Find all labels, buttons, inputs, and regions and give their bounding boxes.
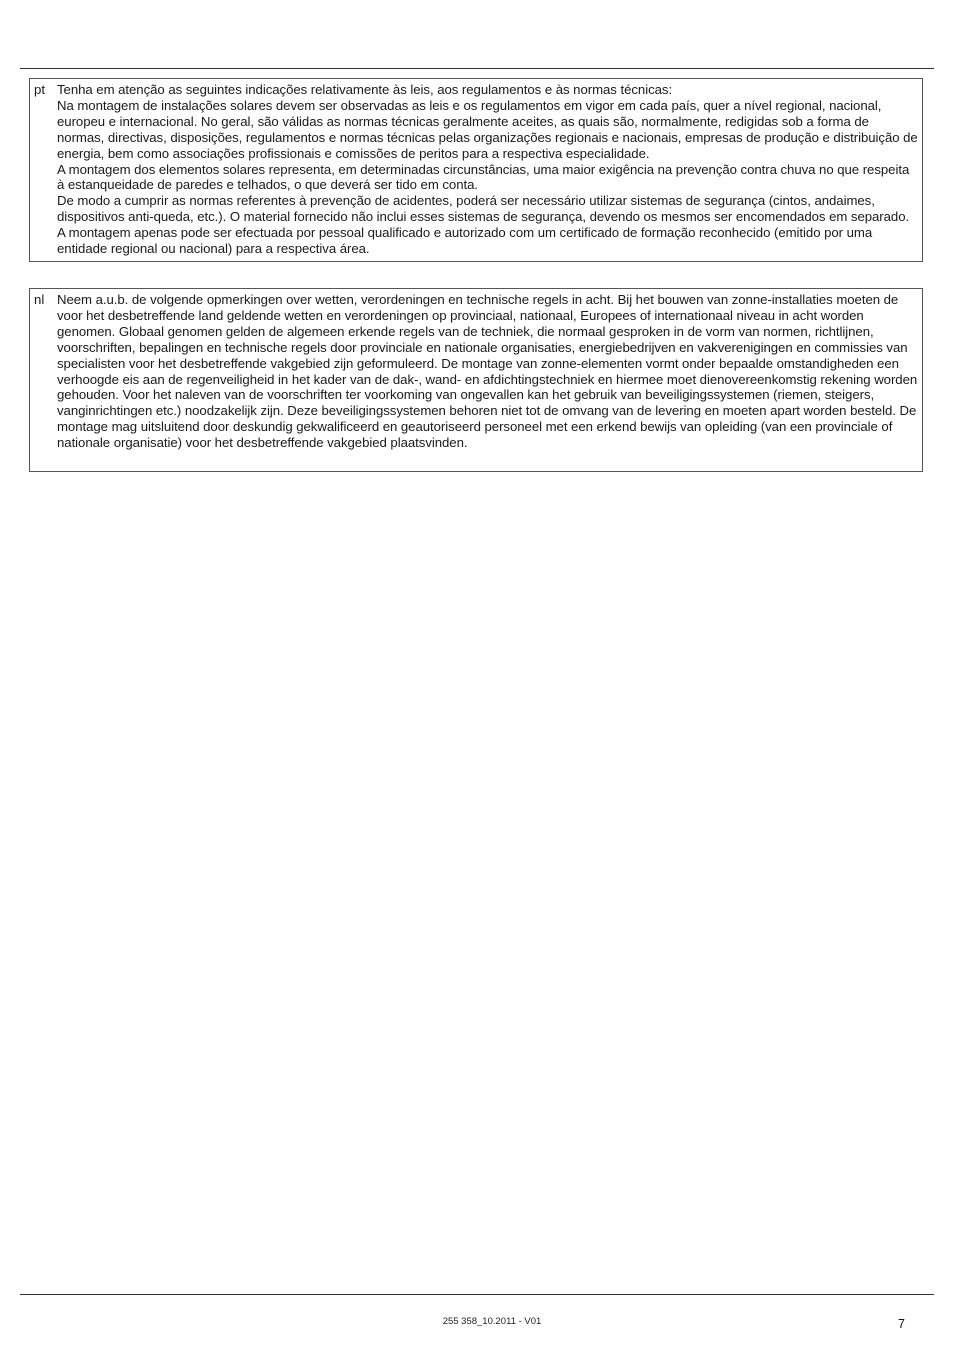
section-pt-body <box>57 82 918 257</box>
nl-paragraph: Neem a.u.b. de volgende opmerkingen over wetten, verordeningen en technische regels in acht. Bij het bouwen van zonne-installaties moeten de voor het desbetreffende land geldende wetten en verordeningen op provinciaal, nationaal, Europees of internationaal niveau in acht worden genomen. Globaal genomen gelden de algemeen erkende regels van de techniek, die normaal gesproken in de vorm van normen, richtlijnen, voorschriften, bepalingen en technische regels door provinciale en nationale organisaties, energiebedrijven en vakverenigingen en commissies van specialisten voor het desbetreffende vakgebied zijn geformuleerd. De montage van zonne-elementen vormt onder bepaalde omstandigheden een verhoogde eis aan de regenveiligheid in het kader van de dak-, wand- en afdichtingstechniek en hiermee moet dienovereenkomstig rekening worden gehouden. Voor het naleven van de voorschriften ter voorkoming van ongevallen kan het gebruik van beveiligingssystemen (riemen, steigers, vanginrichtingen etc.) noodzakelijk zijn. Deze beveiligingssystemen behoren niet tot de omvang van de levering en moeten apart worden besteld. De montage mag uitsluitend door deskundig gekwalificeerd en geautoriseerd personeel met een erkend bewijs van opleiding (van een provinciale of nationale organisatie) voor het desbetreffende vakgebied plaatsvinden. <box>57 292 918 451</box>
footer-rule <box>20 1294 934 1295</box>
document-id: 255 358_10.2011 - V01 <box>442 1316 542 1327</box>
section-nl-body <box>57 292 918 467</box>
header-rule <box>20 68 934 69</box>
language-code-pt: pt <box>34 82 45 97</box>
pt-rain-protection-paragraph: A montagem dos elementos solares representa, em determinadas circunstâncias, uma maior exigência na prevenção contra chuva no que respeita à estanqueidade de paredes e telhados, o que deverá ser tido em conta. <box>57 161 910 193</box>
pt-intro-paragraph: Tenha em atenção as seguintes indicações relativamente às leis, aos regulamentos e às normas técnicas: <box>57 82 673 97</box>
pt-regulations-paragraph: Na montagem de instalações solares devem ser observadas as leis e os regulamentos em vigor em cada país, quer a nível regional, nacional, europeu e internacional. No geral, são válidas as normas técnicas geralmente aceites, as quais são, normalmente, redigidas sob a forma de normas, directivas, disposições, regulamentos e normas técnicas pelas organizações regionais e nacionais, empresas de produção e distribuição de energia, bem como associações profissionais e comissões de peritos para a respectiva especialidade. <box>57 97 918 161</box>
language-code-nl: nl <box>34 292 45 307</box>
page-number: 7 <box>898 1317 905 1331</box>
section-pt <box>29 78 923 262</box>
section-nl <box>29 288 923 472</box>
pt-safety-paragraph: De modo a cumprir as normas referentes à prevenção de acidentes, poderá ser necessário utilizar sistemas de segurança (cintos, andaimes, dispositivos anti-queda, etc.). O material fornecido não inclui esses sistemas de segurança, devendo os mesmos ser encomendados em separado. A montagem apenas pode ser efectuada por pessoal qualificado e autorizado com um certificado de formação reconhecido (emitido por uma entidade regional ou nacional) para a respectiva área. <box>57 193 910 257</box>
